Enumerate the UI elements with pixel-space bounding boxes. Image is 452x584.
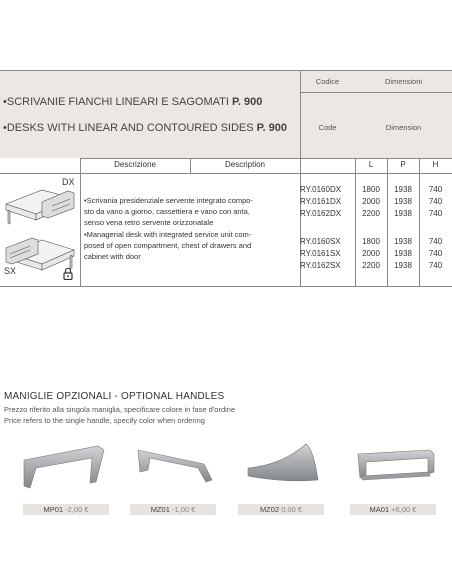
- table-top-border: [0, 70, 452, 71]
- code-cell: RY.0160SX: [300, 237, 341, 246]
- handles-title-en: OPTIONAL HANDLES: [121, 391, 225, 402]
- desc-en-line: cabinet with door: [84, 252, 141, 261]
- handles-title-sep: -: [111, 391, 122, 402]
- l-cell: 2200: [362, 261, 380, 270]
- handles-title: [4, 391, 224, 402]
- dx-label: DX: [62, 177, 75, 187]
- handle-code: MP01: [43, 505, 64, 514]
- lock-icon: [63, 267, 73, 280]
- page-ref-it: P. 900: [232, 96, 263, 108]
- h-values-sx: [419, 236, 452, 272]
- h-cell: 740: [428, 197, 443, 206]
- description-italian: [84, 195, 298, 228]
- handles-note-en: Price refers to the single handle, specify color when ordering: [4, 416, 205, 425]
- dimension-header: Dimension: [385, 123, 422, 132]
- l-cell: 2000: [362, 197, 380, 206]
- handle-code: MZ02: [259, 505, 280, 514]
- codice-header: Codice: [315, 77, 340, 86]
- title-english: [3, 122, 287, 134]
- p-values-sx: [387, 236, 419, 272]
- handle-price: +6,00 €: [391, 505, 417, 514]
- p-values-dx: [387, 184, 419, 220]
- title-english-text: •DESKS WITH LINEAR AND CONTOURED SIDES: [3, 122, 254, 134]
- handle-mz01-image: [138, 450, 212, 482]
- handle-price: -2,00 €: [65, 505, 89, 514]
- header-bottom-line: [80, 158, 452, 159]
- desc-it-line: •Scrivania presidenziale servente integrato compo-: [84, 196, 253, 205]
- code-cell: RY.0162DX: [300, 209, 342, 218]
- title-italian: [3, 96, 262, 108]
- column-header-bottom-line: [0, 173, 452, 174]
- p-column-header: P: [400, 160, 406, 169]
- image-column-divider: [80, 158, 81, 286]
- handle-label-ma01: [350, 504, 436, 515]
- l-cell: 2200: [362, 209, 380, 218]
- code-cell: RY.0162SX: [300, 261, 341, 270]
- l-column-header: L: [368, 160, 374, 169]
- handle-price: 0,00 €: [281, 505, 303, 514]
- l-values-sx: [355, 236, 387, 272]
- handle-code: MZ01: [150, 505, 170, 514]
- l-cell: 1800: [362, 237, 380, 246]
- handles-note-it: Prezzo riferito alla singola maniglia, specificare colore in fase d'ordine: [4, 405, 236, 414]
- desc-en-line: posed of open compartment, chest of drawers and: [84, 241, 252, 250]
- code-cell: RY.0161DX: [300, 197, 342, 206]
- codes-dx: [300, 184, 352, 220]
- handle-mp01-image: [24, 446, 104, 488]
- title-italian-text: •SCRIVANIE FIANCHI LINEARI E SAGOMATI: [3, 96, 229, 108]
- handle-label-mp01: [23, 504, 109, 515]
- desc-en-line: •Managerial desk with integrated service unit com-: [84, 230, 252, 239]
- p-cell: 1938: [394, 237, 412, 246]
- handles-title-it: MANIGLIE OPZIONALI: [4, 391, 112, 402]
- sx-label: SX: [4, 266, 17, 276]
- code-cell: RY.0160DX: [300, 185, 342, 194]
- p-cell: 1938: [394, 209, 412, 218]
- code-cell: RY.0161SX: [300, 249, 341, 258]
- handle-mz02-image: [248, 444, 318, 481]
- description-column-header: Description: [224, 160, 265, 169]
- header-divider-line: [300, 92, 452, 93]
- code-header: Code: [318, 123, 337, 132]
- h-cell: 740: [428, 185, 443, 194]
- l-cell: 1800: [362, 185, 380, 194]
- handle-label-mz02: [238, 504, 324, 515]
- l-cell: 2000: [362, 249, 380, 258]
- desc-it-line: senso vena retro servente orizzonatale: [84, 218, 214, 227]
- desk-dx-drawing: [6, 190, 74, 224]
- handle-ma01-image: [358, 450, 434, 480]
- desc-it-line: sto da vano a giorno, cassettiera e vano con anta,: [84, 207, 250, 216]
- l-values-dx: [355, 184, 387, 220]
- h-values-dx: [419, 184, 452, 220]
- p-cell: 1938: [394, 185, 412, 194]
- codes-sx: [300, 236, 352, 272]
- handle-label-mz01: [130, 504, 216, 515]
- dimensioni-header: Dimensioni: [384, 77, 423, 86]
- description-english: [84, 229, 298, 262]
- p-cell: 1938: [394, 249, 412, 258]
- h-cell: 740: [428, 237, 443, 246]
- product-table: [0, 70, 452, 286]
- desk-sx-drawing: [6, 238, 74, 270]
- p-cell: 1938: [394, 197, 412, 206]
- handle-code: MA01: [369, 505, 390, 514]
- table-bottom-border: [0, 286, 452, 287]
- h-column-header: H: [432, 160, 439, 169]
- h-cell: 740: [428, 209, 443, 218]
- h-cell: 740: [428, 261, 443, 270]
- handle-price: -1,00 €: [171, 505, 196, 514]
- page-ref-en: P. 900: [256, 122, 288, 134]
- handles-images: [0, 436, 452, 502]
- p-cell: 1938: [394, 261, 412, 270]
- descrizione-column-header: Descrizione: [114, 160, 156, 169]
- h-cell: 740: [428, 249, 443, 258]
